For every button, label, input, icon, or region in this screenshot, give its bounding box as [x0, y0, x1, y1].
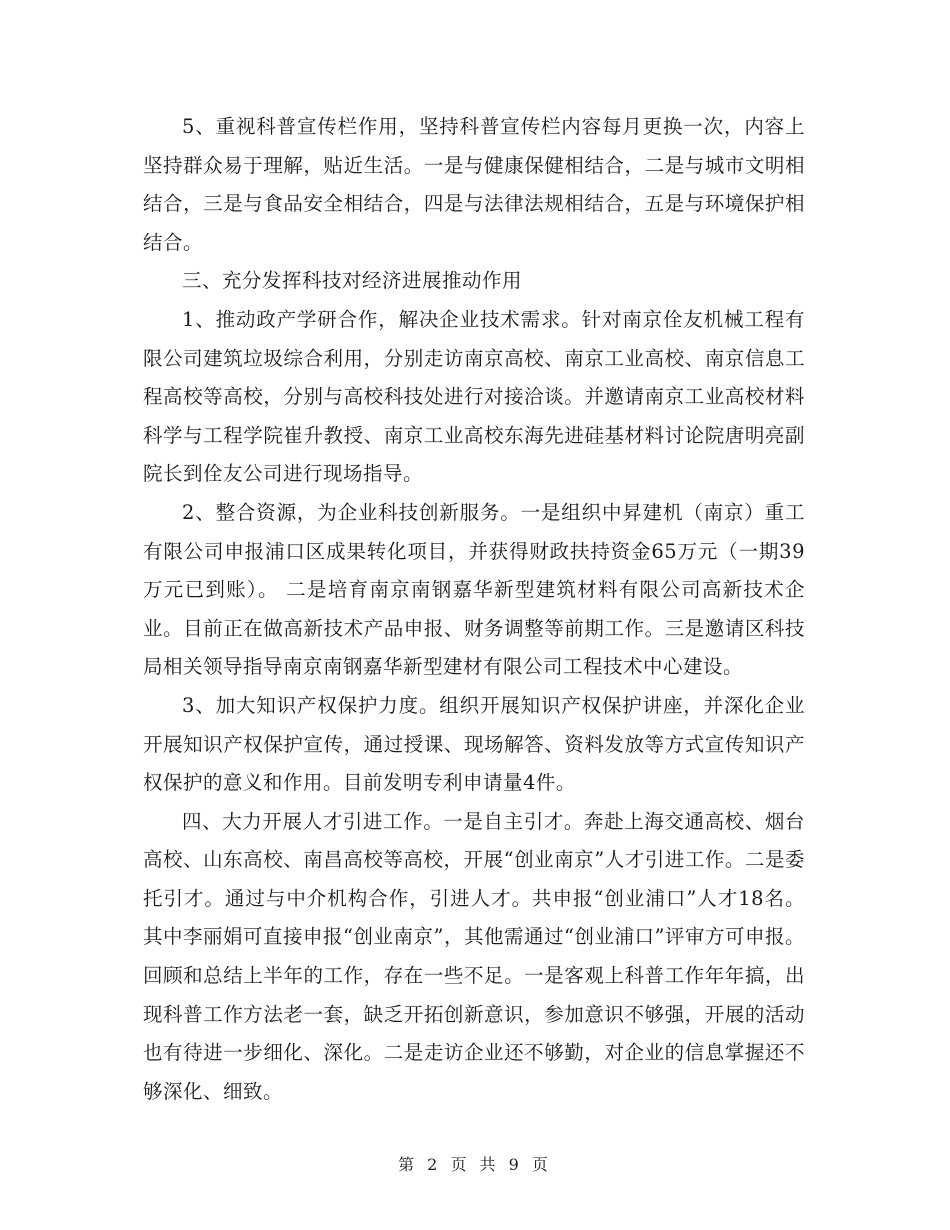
paragraph-talent: 四、大力开展人才引进工作。一是自主引才。奔赴上海交通高校、烟台高校、山东高校、南昌高校等高校，开展“创业南京”人才引进工作。二是委托引才。通过与中介机构合作，引进人才。共申报“创业浦口”人才18名。其中李丽娟可直接申报“创业南京”，其他需通过“创业浦口”评审方可申报。回顾和总结上半年的工作，存在一些不足。一是客观上科普工作年年搞，出现科普工作方法老一套，缺乏开拓创新意识，参加意识不够强，开展的活动也有待进一步细化、深化。二是走访企业还不够勤，对企业的信息掌握还不够深化、细致。: [143, 809, 805, 1103]
paragraph-ip-protection: 3、加大知识产权保护力度。组织开展知识产权保护讲座，并深化企业开展知识产权保护宣传，通过授课、现场解答、资料发放等方式宣传知识产权保护的意义和作用。目前发明专利申请量4件。: [143, 693, 805, 795]
page-number: 第 2 页 共 9 页: [398, 1155, 552, 1174]
paragraph-science-board: 5、重视科普宣传栏作用，坚持科普宣传栏内容每月更换一次，内容上坚持群众易于理解，贴近生活。一是与健康保健相结合，二是与城市文明相结合，三是与食品安全相结合，四是与法律法规相结合，五是与环境保护相结合。: [143, 115, 805, 254]
document-body: [143, 108, 805, 1111]
paragraph-resources: 2、整合资源，为企业科技创新服务。一是组织中昇建机（南京）重工有限公司申报浦口区成果转化项目，并获得财政扶持资金65万元（一期39万元已到账）。 二是培育南京南钢嘉华新型建筑材料有限公司高新技术企业。目前正在做高新技术产品申报、财务调整等前期工作。三是邀请区科技局相关领导指导南京南钢嘉华新型建材有限公司工程技术中心建设。: [143, 500, 805, 679]
paragraph-cooperation: 1、推动政产学研合作，解决企业技术需求。针对南京佺友机械工程有限公司建筑垃圾综合利用，分别走访南京高校、南京工业高校、南京信息工程高校等高校，分别与高校科技处进行对接洽谈。并邀请南京工业高校材料科学与工程学院崔升教授、南京工业高校东海先进硅基材料讨论院唐明亮副院长到佺友公司进行现场指导。: [143, 307, 805, 486]
section-heading-3: 三、充分发挥科技对经济进展推动作用: [182, 269, 523, 293]
